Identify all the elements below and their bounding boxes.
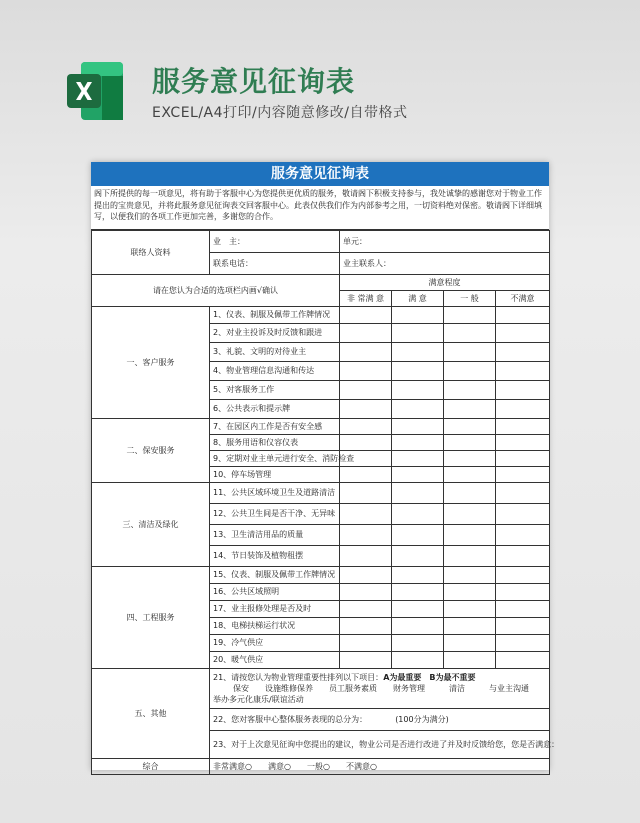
rating-cell[interactable] bbox=[392, 635, 444, 652]
rating-cell[interactable] bbox=[496, 652, 550, 669]
q21-a: A为最重要 bbox=[383, 673, 422, 682]
q22-text: 22、您对客服中心整体服务表现的总分为： bbox=[213, 714, 364, 724]
category-label: 一、客户服务 bbox=[92, 307, 210, 419]
rating-cell[interactable] bbox=[444, 618, 496, 635]
rating-cell[interactable] bbox=[496, 307, 550, 324]
rating-cell[interactable] bbox=[444, 307, 496, 324]
rating-cell[interactable] bbox=[340, 400, 392, 419]
rating-cell[interactable] bbox=[444, 525, 496, 546]
page-title: 服务意见征询表 bbox=[152, 65, 356, 98]
rating-cell[interactable] bbox=[444, 435, 496, 451]
level-header: 不满意 bbox=[496, 291, 550, 307]
q21-cell bbox=[210, 669, 550, 709]
rating-cell[interactable] bbox=[496, 435, 550, 451]
rating-cell[interactable] bbox=[392, 362, 444, 381]
unit-field[interactable]: 单元： bbox=[340, 231, 550, 253]
category-label: 二、保安服务 bbox=[92, 419, 210, 483]
rating-cell[interactable] bbox=[340, 381, 392, 400]
survey-table bbox=[91, 230, 560, 775]
question-item: 8、服务用语和仪容仪表 bbox=[210, 435, 340, 451]
question-item: 20、暖气供应 bbox=[210, 652, 340, 669]
question-item: 16、公共区域照明 bbox=[210, 584, 340, 601]
rating-cell[interactable] bbox=[340, 362, 392, 381]
rating-cell[interactable] bbox=[392, 618, 444, 635]
rating-cell[interactable] bbox=[496, 546, 550, 567]
question-item: 6、公共表示和提示牌 bbox=[210, 400, 340, 419]
page-subtitle: EXCEL/A4打印/内容随意修改/自带格式 bbox=[152, 105, 408, 121]
level-header: 非 常满 意 bbox=[340, 291, 392, 307]
rating-cell[interactable] bbox=[496, 567, 550, 584]
question-item: 17、业主报修处理是否及时 bbox=[210, 601, 340, 618]
rating-cell[interactable] bbox=[392, 601, 444, 618]
rating-cell[interactable] bbox=[340, 483, 392, 504]
sheet-title: 服务意见征询表 bbox=[91, 162, 549, 186]
rating-cell[interactable] bbox=[444, 419, 496, 435]
level-header: 一 般 bbox=[444, 291, 496, 307]
rating-cell[interactable] bbox=[392, 483, 444, 504]
rating-cell[interactable] bbox=[444, 546, 496, 567]
intro-text: 阁下所提供的每一项意见，将有助于客服中心为您提供更优质的服务，敬请阁下积极支持参与，我处诚挚的感谢您对于物业工作提出的宝贵意见，并将此服务意见征询表交回客服中心。此表仅供我们作为内部参考之用，一切资料绝对保密。敬请阁下详细填写，以便我们的各项工作更加完善，多谢您的合作。 bbox=[91, 186, 549, 230]
rating-cell[interactable] bbox=[392, 435, 444, 451]
rating-cell[interactable] bbox=[444, 324, 496, 343]
rating-cell[interactable] bbox=[340, 618, 392, 635]
rating-cell[interactable] bbox=[496, 362, 550, 381]
rating-cell[interactable] bbox=[496, 601, 550, 618]
rating-cell[interactable] bbox=[392, 652, 444, 669]
q23-cell[interactable]: 23、对于上次意见征询中您提出的建议，物业公司是否进行改进了并及时反馈给您，您是否满意： bbox=[210, 731, 550, 759]
question-item: 14、节日装饰及植物租摆 bbox=[210, 546, 340, 567]
rating-cell[interactable] bbox=[444, 343, 496, 362]
category-label: 三、清洁及绿化 bbox=[92, 483, 210, 567]
overall-label: 综合 bbox=[92, 759, 210, 775]
rating-cell[interactable] bbox=[392, 343, 444, 362]
rating-cell[interactable] bbox=[340, 343, 392, 362]
rating-cell[interactable] bbox=[392, 504, 444, 525]
rating-cell[interactable] bbox=[392, 584, 444, 601]
rating-cell[interactable] bbox=[444, 451, 496, 467]
rating-cell[interactable] bbox=[392, 546, 444, 567]
rating-cell[interactable] bbox=[392, 419, 444, 435]
rating-cell[interactable] bbox=[496, 483, 550, 504]
rating-cell[interactable] bbox=[340, 504, 392, 525]
rating-cell[interactable] bbox=[496, 381, 550, 400]
question-item: 9、定期对业主单元进行安全、消防检查 bbox=[210, 451, 340, 467]
rating-cell[interactable] bbox=[444, 467, 496, 483]
rating-cell[interactable] bbox=[392, 525, 444, 546]
q22-score: (100分为满分) bbox=[395, 714, 449, 724]
survey-sheet bbox=[91, 162, 560, 771]
rating-cell[interactable] bbox=[392, 381, 444, 400]
rating-cell[interactable] bbox=[340, 324, 392, 343]
rating-cell[interactable] bbox=[340, 546, 392, 567]
q21-extra: 举办多元化康乐/联谊活动 bbox=[213, 695, 304, 704]
question-item: 4、物业管理信息沟通和传达 bbox=[210, 362, 340, 381]
rating-cell[interactable] bbox=[444, 567, 496, 584]
question-item: 10、停车场管理 bbox=[210, 467, 340, 483]
category-label: 四、工程服务 bbox=[92, 567, 210, 669]
rating-cell[interactable] bbox=[340, 652, 392, 669]
rating-cell[interactable] bbox=[444, 652, 496, 669]
q21-b: B为最不重要 bbox=[429, 673, 476, 682]
rating-cell[interactable] bbox=[444, 635, 496, 652]
satisfaction-header: 满意程度 bbox=[340, 275, 550, 291]
other-label: 五、其他 bbox=[92, 669, 210, 759]
rating-cell[interactable] bbox=[444, 504, 496, 525]
level-header: 满 意 bbox=[392, 291, 444, 307]
question-item: 3、礼貌、文明的对待业主 bbox=[210, 343, 340, 362]
rating-cell[interactable] bbox=[392, 451, 444, 467]
question-item: 11、公共区域环境卫生及道路清洁 bbox=[210, 483, 340, 504]
phone-field[interactable]: 联系电话： bbox=[210, 253, 340, 275]
rating-cell[interactable] bbox=[340, 601, 392, 618]
rating-cell[interactable] bbox=[496, 343, 550, 362]
rating-cell[interactable] bbox=[340, 419, 392, 435]
rating-cell[interactable] bbox=[444, 362, 496, 381]
rating-cell[interactable] bbox=[392, 324, 444, 343]
question-item: 2、对业主投诉及时反馈和跟进 bbox=[210, 324, 340, 343]
rating-cell[interactable] bbox=[496, 504, 550, 525]
rating-cell[interactable] bbox=[444, 400, 496, 419]
q21-text: 21、请按您认为物业管理重要性排列以下项目： bbox=[213, 673, 384, 682]
rating-cell[interactable] bbox=[340, 467, 392, 483]
question-item: 12、公共卫生间是否干净、无异味 bbox=[210, 504, 340, 525]
rating-cell[interactable] bbox=[340, 584, 392, 601]
rating-cell[interactable] bbox=[340, 307, 392, 324]
question-item: 1、仪表、制服及佩带工作牌情况 bbox=[210, 307, 340, 324]
question-item: 13、卫生清洁用品的质量 bbox=[210, 525, 340, 546]
question-item: 5、对客服务工作 bbox=[210, 381, 340, 400]
rating-cell[interactable] bbox=[444, 584, 496, 601]
rating-prompt: 请在您认为合适的选项栏内画√确认 bbox=[92, 275, 340, 307]
overall-options[interactable]: 非常满意○ 满意○ 一般○ 不满意○ bbox=[210, 759, 550, 775]
contact-label: 联络人资料 bbox=[92, 231, 210, 275]
rating-cell[interactable] bbox=[496, 525, 550, 546]
rating-cell[interactable] bbox=[392, 567, 444, 584]
question-item: 15、仪表、制服及佩带工作牌情况 bbox=[210, 567, 340, 584]
question-item: 19、冷气供应 bbox=[210, 635, 340, 652]
rating-cell[interactable] bbox=[496, 635, 550, 652]
rating-cell[interactable] bbox=[392, 400, 444, 419]
rating-cell[interactable] bbox=[444, 601, 496, 618]
rating-cell[interactable] bbox=[496, 618, 550, 635]
q22-cell[interactable] bbox=[210, 709, 550, 731]
rating-cell[interactable] bbox=[496, 419, 550, 435]
rating-cell[interactable] bbox=[496, 467, 550, 483]
q21-options: 保安 设施维修保养 员工服务素质 财务管理 清洁 与业主沟通 bbox=[233, 684, 529, 693]
rating-cell[interactable] bbox=[340, 567, 392, 584]
rating-cell[interactable] bbox=[444, 483, 496, 504]
question-item: 7、在园区内工作是否有安全感 bbox=[210, 419, 340, 435]
owner-field[interactable]: 业 主： bbox=[210, 231, 340, 253]
rating-cell[interactable] bbox=[444, 381, 496, 400]
rating-cell[interactable] bbox=[496, 584, 550, 601]
rating-cell[interactable] bbox=[340, 525, 392, 546]
rating-cell[interactable] bbox=[340, 635, 392, 652]
rating-cell[interactable] bbox=[340, 435, 392, 451]
rating-cell[interactable] bbox=[496, 400, 550, 419]
owner-contact-field[interactable]: 业主联系人： bbox=[340, 253, 550, 275]
rating-cell[interactable] bbox=[496, 324, 550, 343]
rating-cell[interactable] bbox=[496, 451, 550, 467]
rating-cell[interactable] bbox=[392, 307, 444, 324]
rating-cell[interactable] bbox=[392, 467, 444, 483]
question-item: 18、电梯扶梯运行状况 bbox=[210, 618, 340, 635]
excel-icon bbox=[67, 60, 125, 122]
